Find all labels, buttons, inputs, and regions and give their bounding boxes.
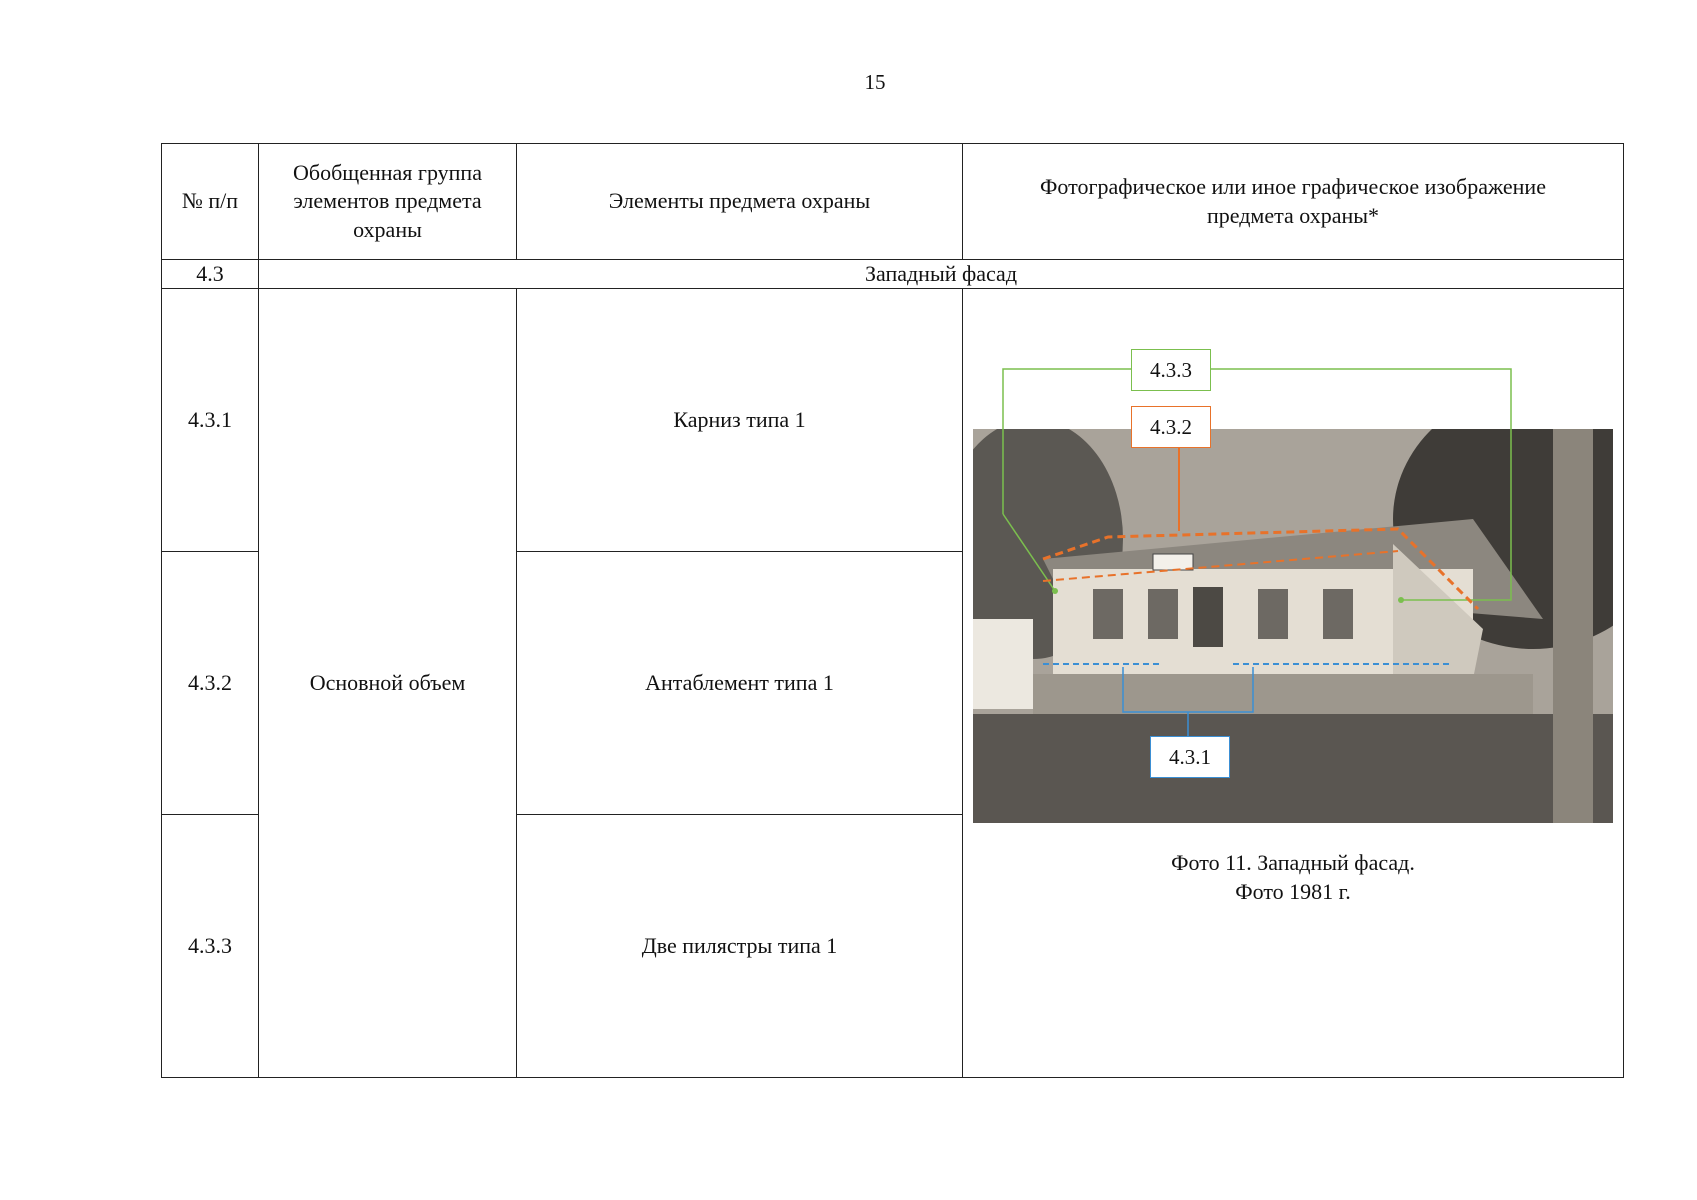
callout-4-3-3: 4.3.3 (1131, 349, 1211, 391)
photo-figure (963, 289, 1623, 1075)
row-element: Две пилястры типа 1 (517, 815, 963, 1078)
row-num: 4.3.3 (162, 815, 259, 1078)
section-num: 4.3 (162, 260, 259, 289)
callout-4-3-2: 4.3.2 (1131, 406, 1211, 448)
callout-lines (963, 289, 1623, 1075)
table-header-row (162, 144, 1624, 260)
header-group: Обобщенная группа элементов предмета охраны (259, 144, 517, 260)
caption-line-2: Фото 1981 г. (1235, 878, 1351, 904)
row-num: 4.3.1 (162, 289, 259, 552)
caption-line-1: Фото 11. Западный фасад. (1171, 850, 1415, 875)
callout-4-3-1: 4.3.1 (1150, 736, 1230, 778)
photo-cell (963, 289, 1624, 1078)
row-element: Антаблемент типа 1 (517, 552, 963, 815)
photo-caption (963, 849, 1623, 906)
page-number: 15 (864, 70, 886, 94)
header-elements: Элементы предмета охраны (517, 144, 963, 260)
section-title: Западный фасад (259, 260, 1624, 289)
group-cell: Основной объем (259, 289, 517, 1078)
protection-table (161, 143, 1624, 1078)
table-row (162, 289, 1624, 552)
row-element: Карниз типа 1 (517, 289, 963, 552)
row-num: 4.3.2 (162, 552, 259, 815)
header-image: Фотографическое или иное графическое изображение предмета охраны* (963, 144, 1624, 260)
section-row (162, 260, 1624, 289)
header-num: № п/п (162, 144, 259, 260)
